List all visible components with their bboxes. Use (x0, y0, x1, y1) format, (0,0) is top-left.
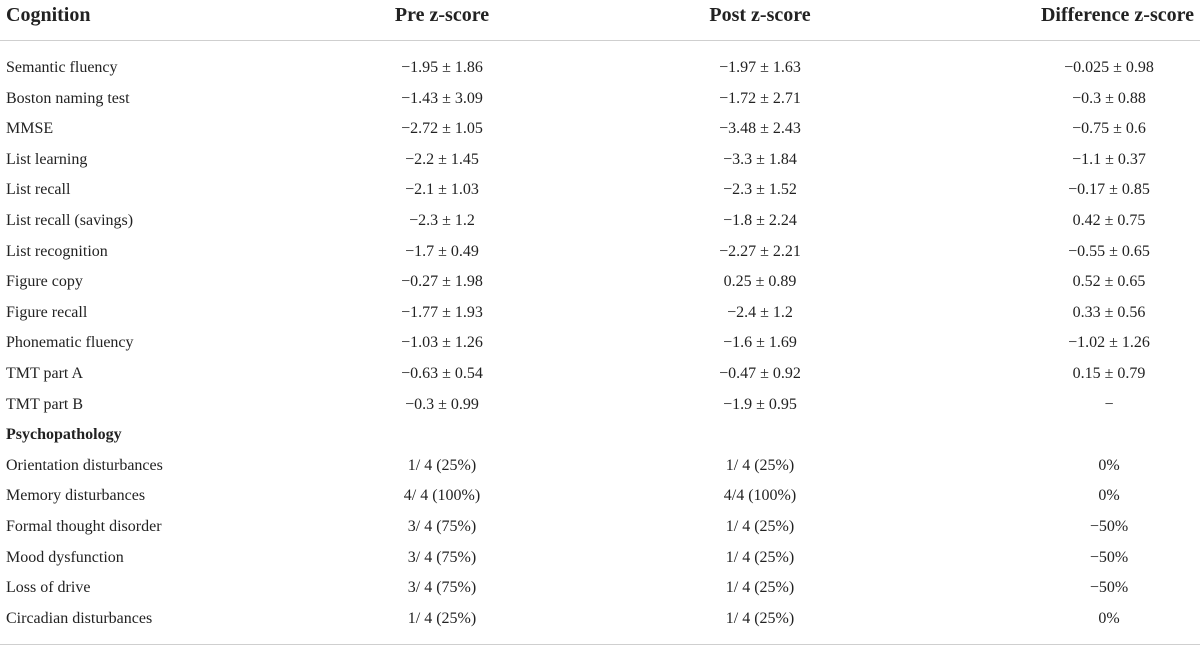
table-cell: 0.25 ± 0.89 (723, 273, 797, 291)
table-cell: −1.6 ± 1.69 (723, 334, 797, 352)
row-label: List learning (6, 150, 88, 168)
table-row (0, 451, 1200, 481)
table-row (0, 206, 1200, 236)
header-post-z-score: Post z-score (709, 4, 811, 26)
table-cell: −2.2 ± 1.45 (405, 150, 479, 168)
table-row (0, 328, 1200, 358)
table-row (0, 604, 1200, 634)
table-cell: 0.52 ± 0.65 (1072, 273, 1146, 291)
table-cell: 1/ 4 (25%) (725, 579, 795, 597)
table-cell: −50% (1089, 518, 1129, 535)
row-label: Mood dysfunction (6, 548, 124, 566)
table-body (0, 41, 1200, 645)
row-label: Phonematic fluency (6, 334, 134, 352)
table-cell: 1/ 4 (25%) (725, 518, 795, 535)
table-row (0, 53, 1200, 83)
row-label: MMSE (6, 120, 54, 138)
table-cell: −1.03 ± 1.26 (401, 334, 483, 352)
table-cell: −3.48 ± 2.43 (719, 120, 801, 138)
table-row (0, 543, 1200, 573)
table-cell: −0.55 ± 0.65 (1068, 242, 1150, 260)
table-cell: −1.77 ± 1.93 (401, 303, 483, 321)
table-cell: 1/ 4 (25%) (407, 609, 477, 627)
row-label: TMT part B (6, 395, 84, 413)
table-cell: −3.3 ± 1.84 (723, 150, 797, 168)
section-heading-psychopathology: Psychopathology (6, 426, 122, 444)
table-cell: −0.27 ± 1.98 (401, 273, 483, 291)
row-label: Figure recall (6, 303, 88, 321)
table-cell: −1.72 ± 2.71 (719, 89, 801, 107)
table-cell: 4/4 (100%) (723, 487, 797, 505)
table-cell: 3/ 4 (75%) (407, 579, 477, 597)
table-row (0, 481, 1200, 511)
table-cell: −2.3 ± 1.2 (409, 212, 475, 229)
table-cell: −2.3 ± 1.52 (723, 181, 797, 199)
table-cell: −0.75 ± 0.6 (1072, 120, 1146, 138)
table-cell: −0.63 ± 0.54 (401, 365, 483, 382)
table-row (0, 84, 1200, 114)
row-label: Semantic fluency (6, 59, 118, 76)
table-cell: −50% (1089, 579, 1129, 597)
row-label: Memory disturbances (6, 487, 146, 505)
table-row (0, 390, 1200, 420)
table-cell: 3/ 4 (75%) (407, 518, 477, 535)
table-cell: −2.1 ± 1.03 (405, 181, 479, 199)
header-cognition: Cognition (6, 4, 91, 26)
table-cell: −0.17 ± 0.85 (1068, 181, 1150, 199)
table-header (0, 0, 1200, 41)
table-cell: 0% (1098, 609, 1120, 627)
row-label: Orientation disturbances (6, 456, 163, 474)
table-row (0, 512, 1200, 542)
table-cell: −50% (1089, 548, 1129, 566)
header-difference-z-score: Difference z-score (1040, 4, 1194, 26)
table-cell: −2.4 ± 1.2 (727, 303, 793, 321)
table-cell: −1.43 ± 3.09 (401, 89, 483, 107)
table-row (0, 573, 1200, 603)
table-cell: 0% (1098, 487, 1120, 505)
table-row (0, 298, 1200, 328)
row-label: List recall (savings) (6, 212, 134, 229)
table-cell: −1.95 ± 1.86 (401, 59, 483, 76)
table-cell: −1.7 ± 0.49 (405, 242, 479, 260)
table-cell: 3/ 4 (75%) (407, 548, 477, 566)
row-label: TMT part A (6, 365, 84, 382)
table-row (0, 175, 1200, 205)
table-cell: 0.33 ± 0.56 (1072, 303, 1146, 321)
table-cell: −1.9 ± 0.95 (723, 395, 797, 413)
row-label: List recognition (6, 242, 108, 260)
row-label: Circadian disturbances (6, 609, 153, 627)
table-row (0, 267, 1200, 297)
table-cell: 0.15 ± 0.79 (1072, 365, 1146, 382)
table-cell: −0.3 ± 0.99 (405, 395, 479, 413)
table-cell: 1/ 4 (25%) (407, 456, 477, 474)
table-cell: −1.02 ± 1.26 (1068, 334, 1150, 352)
table-cell: −1.1 ± 0.37 (1072, 150, 1146, 168)
row-label: Formal thought disorder (6, 518, 162, 535)
table-cell: 0% (1098, 456, 1120, 474)
row-label: Figure copy (6, 273, 83, 291)
table-cell: 1/ 4 (25%) (725, 609, 795, 627)
table-cell: 4/ 4 (100%) (403, 487, 481, 505)
table-cell: −0.3 ± 0.88 (1072, 89, 1146, 107)
section-row (0, 420, 1200, 450)
table-row (0, 114, 1200, 144)
table-cell: −0.025 ± 0.98 (1064, 59, 1154, 76)
row-label: Loss of drive (6, 579, 91, 597)
table-cell: −2.72 ± 1.05 (401, 120, 483, 138)
table-cell: 1/ 4 (25%) (725, 456, 795, 474)
table-cell: −2.27 ± 2.21 (719, 242, 801, 260)
table-cell: −1.97 ± 1.63 (719, 59, 801, 76)
row-label: Boston naming test (6, 89, 130, 107)
table-cell: −1.8 ± 2.24 (723, 212, 797, 229)
table-row (0, 359, 1200, 389)
table-cell: 1/ 4 (25%) (725, 548, 795, 566)
table-cell: 0.42 ± 0.75 (1072, 212, 1146, 229)
row-label: List recall (6, 181, 71, 199)
header-pre-z-score: Pre z-score (394, 4, 490, 26)
table-cell: −0.47 ± 0.92 (719, 365, 801, 382)
table-row (0, 237, 1200, 267)
table-cell: − (1104, 395, 1114, 413)
table-row (0, 145, 1200, 175)
